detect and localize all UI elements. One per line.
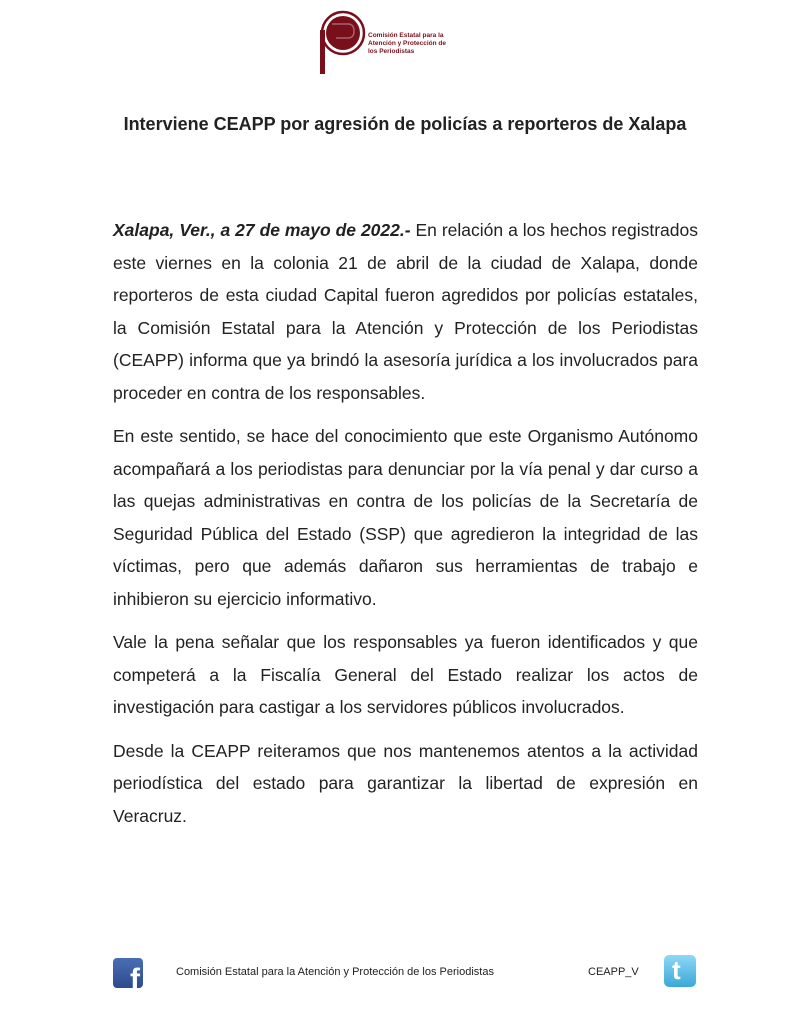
- logo-line: Comisión Estatal para la: [368, 32, 444, 39]
- facebook-letter: f: [130, 963, 140, 988]
- ceapp-logo: [318, 8, 468, 78]
- logo-line: los Periodistas: [368, 48, 415, 55]
- logo-line: Atención y Protección de: [368, 40, 447, 47]
- twitter-icon[interactable]: [664, 955, 696, 987]
- paragraph-3: Vale la pena señalar que los responsables ya fueron identificados y que competerá a la Fiscalía General del Estado realizar los actos de investigación para castigar a los servidores públicos involucrados.: [113, 632, 698, 717]
- logo-text: [368, 32, 478, 56]
- paragraph-2: En este sentido, se hace del conocimiento que este Organismo Autónomo acompañará a los periodistas para denunciar por la vía penal y dar curso a las quejas administrativas en contra de los policías de la Secretaría de Seguridad Pública del Estado (SSP) que agredieron la integridad de las víctimas, pero que además dañaron sus herramientas de trabajo e inhibieron su ejercicio informativo.: [113, 426, 698, 609]
- twitter-handle[interactable]: CEAPP_V: [588, 966, 639, 978]
- paragraph-1-text: En relación a los hechos registrados este viernes en la colonia 21 de abril de la ciudad de Xalapa, donde reporteros de esta ciudad Capital fueron agredidos por policías estatales, la Comisión Estatal para la Atención y Protección de los Periodistas (CEAPP) informa que ya brindó la asesoría jurídica a los involucrados para proceder en contra de los responsables.: [113, 220, 698, 403]
- document-title: Interviene CEAPP por agresión de policías a reporteros de Xalapa: [123, 114, 687, 134]
- footer-organization: Comisión Estatal para la Atención y Protección de los Periodistas: [176, 966, 494, 978]
- document-body: [113, 214, 698, 843]
- facebook-icon[interactable]: [113, 958, 143, 988]
- ceapp-logo-icon: [318, 8, 366, 76]
- page-footer: [0, 952, 810, 992]
- paragraph-1: [113, 214, 698, 409]
- dateline: Xalapa, Ver., a 27 de mayo de 2022.-: [113, 220, 411, 240]
- paragraph-4: Desde la CEAPP reiteramos que nos mantenemos atentos a la actividad periodística del estado para garantizar la libertad de expresión en Veracruz.: [113, 740, 698, 826]
- twitter-letter: t: [672, 955, 681, 985]
